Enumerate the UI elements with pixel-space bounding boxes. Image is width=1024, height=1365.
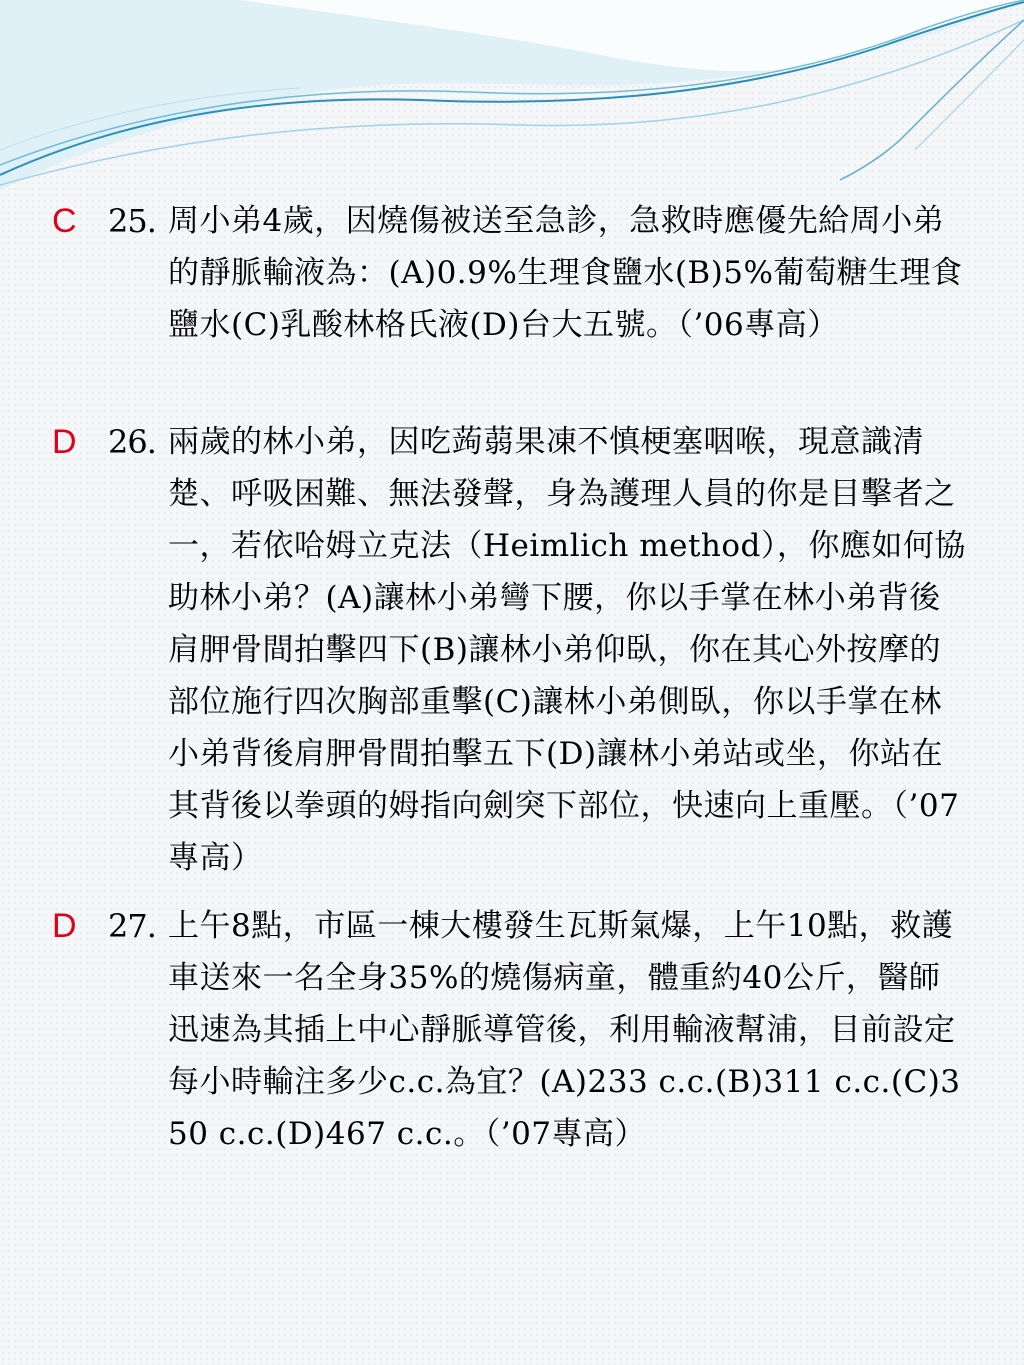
answer-key: C [52,202,77,240]
question-number: 25. [108,202,156,240]
question-text: 上午8點，市區一棟大樓發生瓦斯氣爆，上午10點，救護車送來一名全身35%的燒傷病童，體重約40公斤，醫師迅速為其插上中心靜脈導管後，利用輸液幫浦，目前設定每小時輸注多少c.c.為宜？(A)233 c.c.(B)311 c.c.(C)350 c.c.(D)467 c.c.。（’07專高） [168,908,961,1152]
question-text: 周小弟4歲，因燒傷被送至急診，急救時應優先給周小弟的靜脈輸液為：(A)0.9%生理食鹽水(B)5%葡萄糖生理食鹽水(C)乳酸林格氏液(D)台大五號。（’06專高） [168,203,963,343]
answer-key: D [52,423,77,461]
question-number: 27. [108,907,156,945]
question-text: 兩歲的林小弟，因吃蒟蒻果凍不慎梗塞咽喉，現意識清楚、呼吸困難、無法發聲，身為護理人員的你是目擊者之一，若依哈姆立克法（Heimlich method），你應如何協助林小弟？(A)讓林小弟彎下腰，你以手掌在林小弟背後肩胛骨間拍擊四下(B)讓林小弟仰臥，你在其心外按摩的部位施行四次胸部重擊(C)讓林小弟側臥，你以手掌在林小弟背後肩胛骨間拍擊五下(D)讓林小弟站或坐，你站在其背後以拳頭的姆指向劍突下部位，快速向上重壓。（’07專高） [168,424,966,876]
question-number: 26. [108,423,156,461]
answer-key: D [52,907,77,945]
